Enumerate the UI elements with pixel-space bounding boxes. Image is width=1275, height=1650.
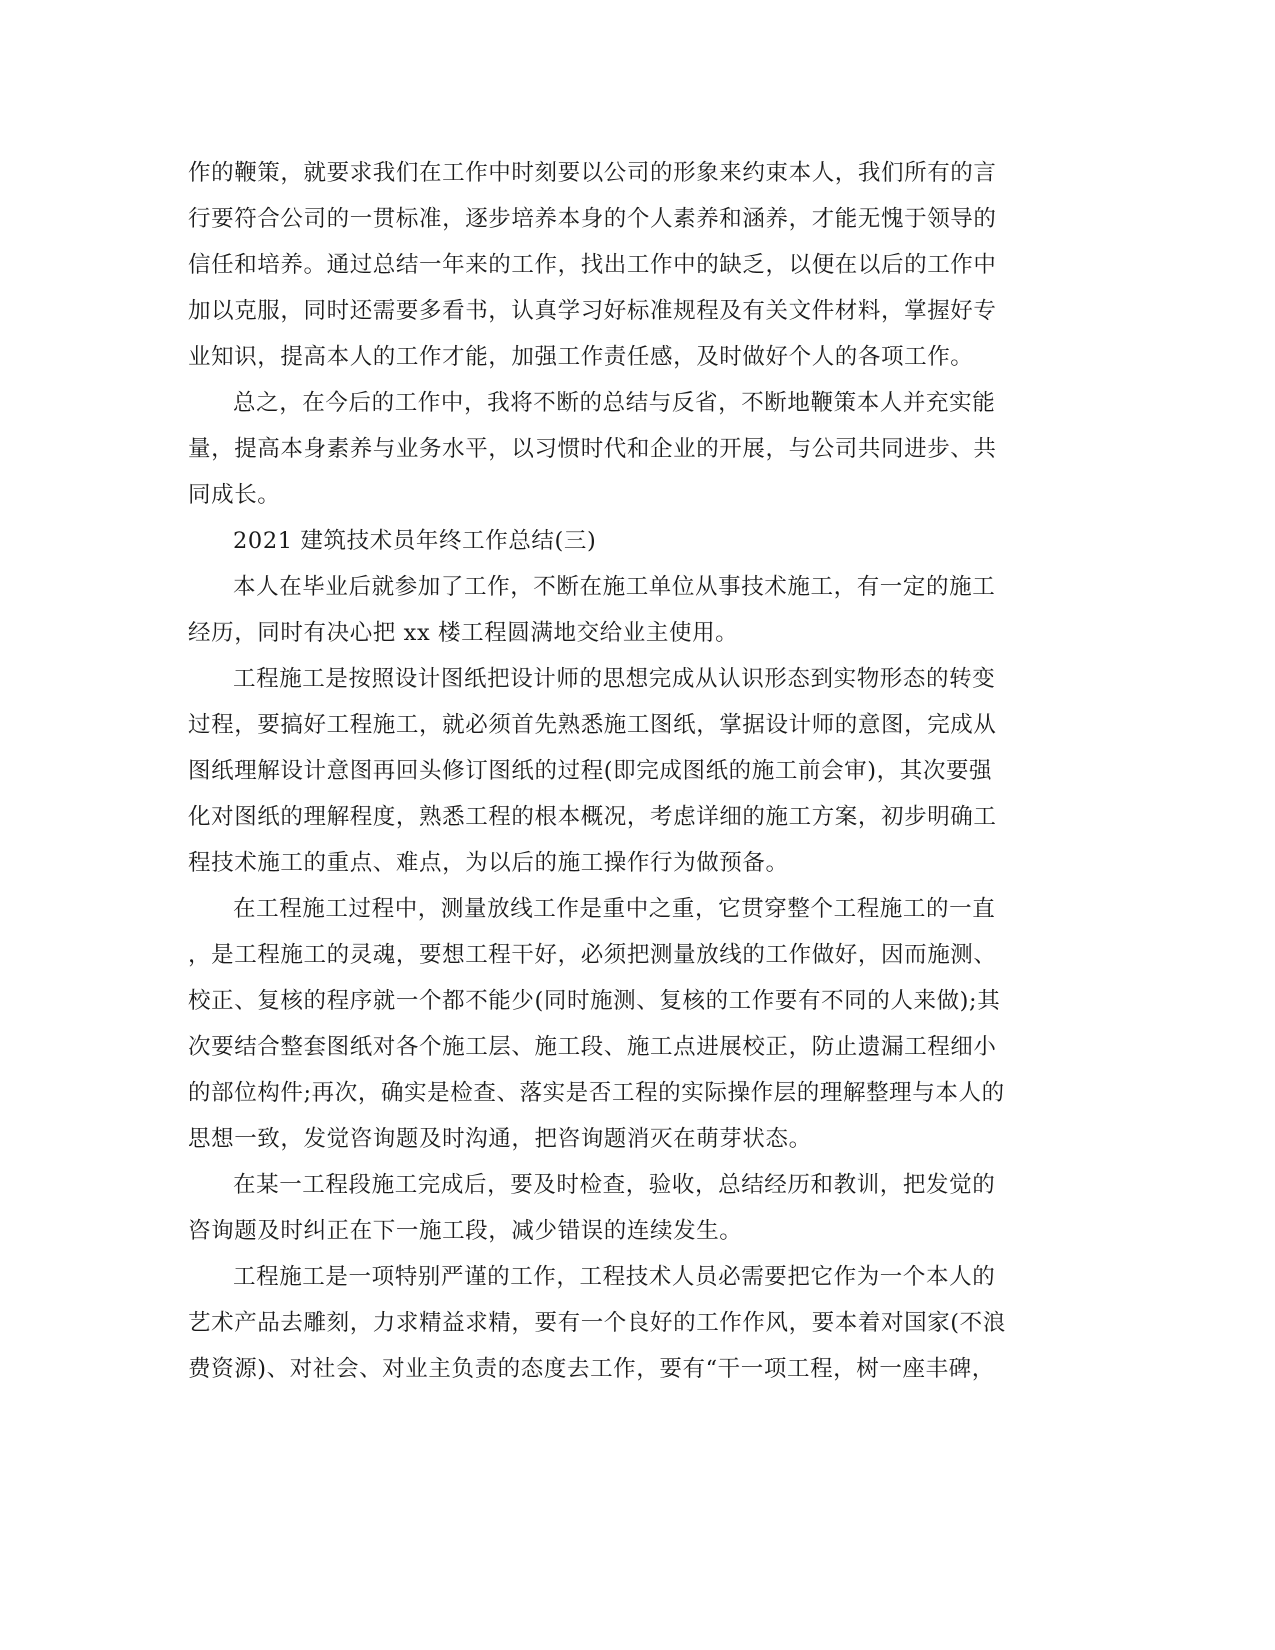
text-line: 总之，在今后的工作中，我将不断的总结与反省，不断地鞭策本人并充实能 [233, 390, 996, 416]
document-page [188, 150, 1068, 1392]
text-line: 经历，同时有决心把 xx 楼工程圆满地交给业主使用。 [188, 620, 739, 646]
text-line: 2021 建筑技术员年终工作总结(三) [233, 528, 597, 554]
text-line: 行要符合公司的一贯标准，逐步培养本身的个人素养和涵养，才能无愧于领导的 [188, 206, 997, 232]
text-line: 量，提高本身素养与业务水平，以习惯时代和企业的开展，与公司共同进步、共 [188, 436, 997, 462]
text-line: 图纸理解设计意图再回头修订图纸的过程(即完成图纸的施工前会审)，其次要强 [188, 758, 993, 784]
text-line: 校正、复核的程序就一个都不能少(同时施测、复核的工作要有不同的人来做);其 [188, 988, 1001, 1014]
paragraph [188, 380, 1068, 518]
text-line: 化对图纸的理解程度，熟悉工程的根本概况，考虑详细的施工方案，初步明确工 [188, 804, 997, 830]
paragraph [188, 656, 1068, 886]
text-line: 咨询题及时纠正在下一施工段，减少错误的连续发生。 [188, 1218, 743, 1244]
text-line: 在某一工程段施工完成后，要及时检查，验收，总结经历和教训，把发觉的 [233, 1172, 996, 1198]
text-line: ，是工程施工的灵魂，要想工程干好，必须把测量放线的工作做好，因而施测、 [188, 942, 997, 968]
paragraph [188, 564, 1068, 656]
text-line: 思想一致，发觉咨询题及时沟通，把咨询题消灭在萌芽状态。 [188, 1126, 812, 1152]
text-line: 次要结合整套图纸对各个施工层、施工段、施工点进展校正，防止遗漏工程细小 [188, 1034, 997, 1060]
text-line: 同成长。 [188, 482, 281, 508]
paragraph [188, 886, 1068, 1162]
text-line: 过程，要搞好工程施工，就必须首先熟悉施工图纸，掌据设计师的意图，完成从 [188, 712, 997, 738]
text-line: 业知识，提高本人的工作才能，加强工作责任感，及时做好个人的各项工作。 [188, 344, 974, 370]
text-line: 程技术施工的重点、难点，为以后的施工操作行为做预备。 [188, 850, 789, 876]
text-line: 工程施工是按照设计图纸把设计师的思想完成从认识形态到实物形态的转变 [233, 666, 996, 692]
paragraph [188, 1254, 1068, 1392]
text-line: 作的鞭策，就要求我们在工作中时刻要以公司的形象来约束本人，我们所有的言 [188, 160, 997, 186]
paragraph [188, 1162, 1068, 1254]
text-line: 费资源)、对社会、对业主负责的态度去工作，要有“干一项工程，树一座丰碑， [188, 1356, 995, 1382]
section-heading [188, 518, 1068, 564]
text-line: 的部位构件;再次，确实是检查、落实是否工程的实际操作层的理解整理与本人的 [188, 1080, 1005, 1106]
text-line: 本人在毕业后就参加了工作，不断在施工单位从事技术施工，有一定的施工 [233, 574, 996, 600]
text-line: 艺术产品去雕刻，力求精益求精，要有一个良好的工作作风，要本着对国家(不浪 [188, 1310, 1006, 1336]
text-line: 信任和培养。通过总结一年来的工作，找出工作中的缺乏，以便在以后的工作中 [188, 252, 997, 278]
text-line: 加以克服，同时还需要多看书，认真学习好标准规程及有关文件材料，掌握好专 [188, 298, 997, 324]
text-line: 在工程施工过程中，测量放线工作是重中之重，它贯穿整个工程施工的一直 [233, 896, 996, 922]
text-line: 工程施工是一项特别严谨的工作，工程技术人员必需要把它作为一个本人的 [233, 1264, 996, 1290]
paragraph [188, 150, 1068, 380]
